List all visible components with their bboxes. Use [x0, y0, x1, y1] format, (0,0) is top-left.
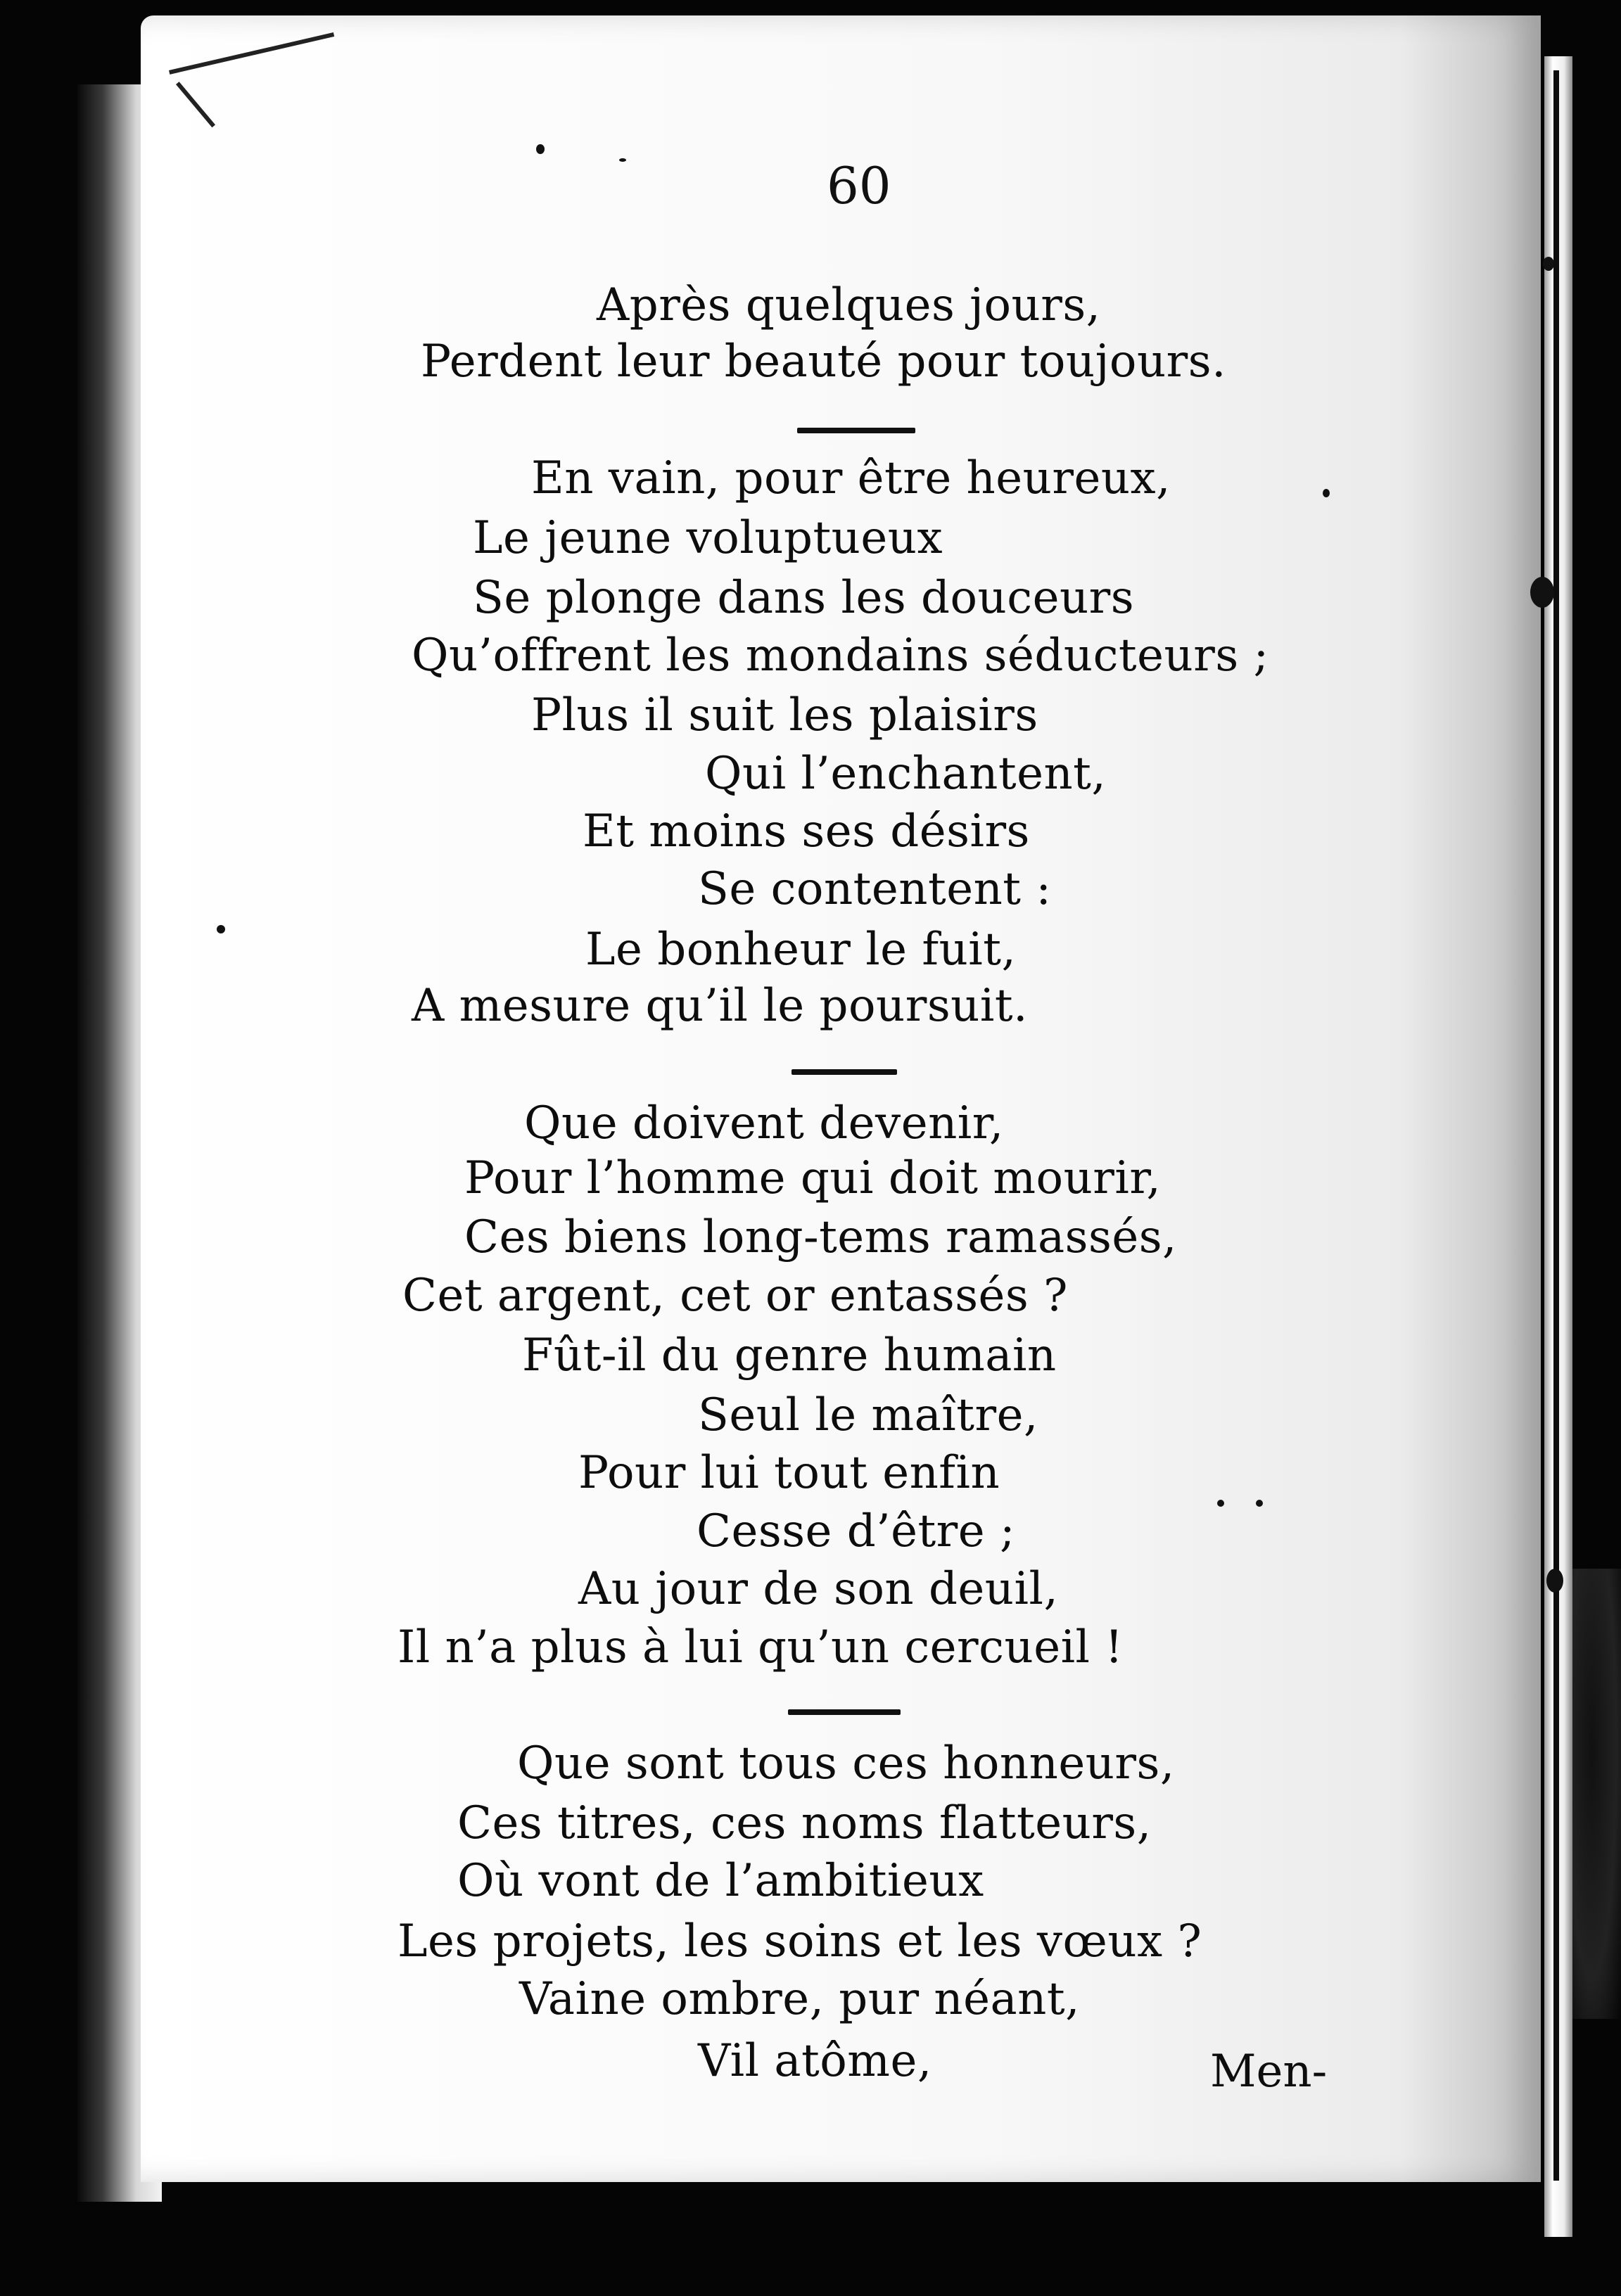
- verse-line: Vaine ombre, pur néant,: [519, 1973, 1080, 2025]
- verse-line: Pour l’homme qui doit mourir,: [464, 1152, 1162, 1204]
- stanza-divider: [797, 428, 915, 433]
- verse-line: Vil atôme,: [698, 2035, 932, 2087]
- verse-line: Ces biens long-tems ramassés,: [464, 1211, 1177, 1263]
- verse-line: En vain, pour être heureux,: [531, 452, 1171, 504]
- verse-line: Que doivent devenir,: [524, 1097, 1004, 1149]
- verse-line: Perdent leur beauté pour toujours.: [421, 336, 1226, 388]
- verse-line: Il n’a plus à lui qu’un cercueil !: [398, 1621, 1124, 1673]
- verse-line: Que sont tous ces honneurs,: [517, 1737, 1175, 1790]
- dark-blot: [1572, 1569, 1621, 2019]
- verse-line: Le jeune voluptueux: [473, 512, 943, 564]
- verse-line: Seul le maître,: [698, 1389, 1038, 1441]
- verse-line: Qu’offrent les mondains séducteurs ;: [412, 630, 1269, 682]
- verse-line: Qui l’enchantent,: [705, 748, 1107, 800]
- stanza-divider: [788, 1709, 901, 1715]
- binding-knot: [1546, 1569, 1563, 1593]
- verse-line: Le bonheur le fuit,: [585, 924, 1017, 976]
- verse-line: Et moins ses désirs: [583, 805, 1030, 857]
- verse-line: Les projets, les soins et les vœux ?: [398, 1915, 1202, 1967]
- verse-line: Se plonge dans les douceurs: [473, 572, 1135, 624]
- verse-line: Se contentent :: [698, 863, 1052, 915]
- ink-speck: [217, 925, 225, 933]
- verse-line: Après quelques jours,: [597, 279, 1101, 331]
- verse-line: Fût-il du genre humain: [522, 1329, 1057, 1382]
- ink-speck: [1543, 257, 1554, 271]
- verse-line: Au jour de son deuil,: [578, 1563, 1059, 1615]
- stanza-divider: [792, 1069, 897, 1075]
- ink-speck: [1256, 1500, 1263, 1507]
- gutter-line: [1553, 70, 1559, 2181]
- verse-line: Où vont de l’ambitieux: [457, 1855, 984, 1907]
- ink-speck: [619, 158, 626, 162]
- ink-speck: [536, 144, 545, 154]
- verse-line: Pour lui tout enfin: [578, 1447, 1000, 1499]
- page-number: 60: [827, 156, 891, 215]
- verse-line: Cet argent, cet or entassés ?: [402, 1270, 1068, 1322]
- binding-knot: [1530, 577, 1554, 608]
- ink-speck: [1323, 489, 1330, 497]
- verse-line: A mesure qu’il le poursuit.: [412, 980, 1028, 1032]
- ink-speck: [1217, 1500, 1224, 1507]
- verse-line: Plus il suit les plaisirs: [531, 689, 1038, 741]
- verse-line: Cesse d’être ;: [697, 1505, 1016, 1557]
- verse-line: Ces titres, ces noms flatteurs,: [457, 1797, 1152, 1849]
- catchword: Men-: [1210, 2046, 1328, 2098]
